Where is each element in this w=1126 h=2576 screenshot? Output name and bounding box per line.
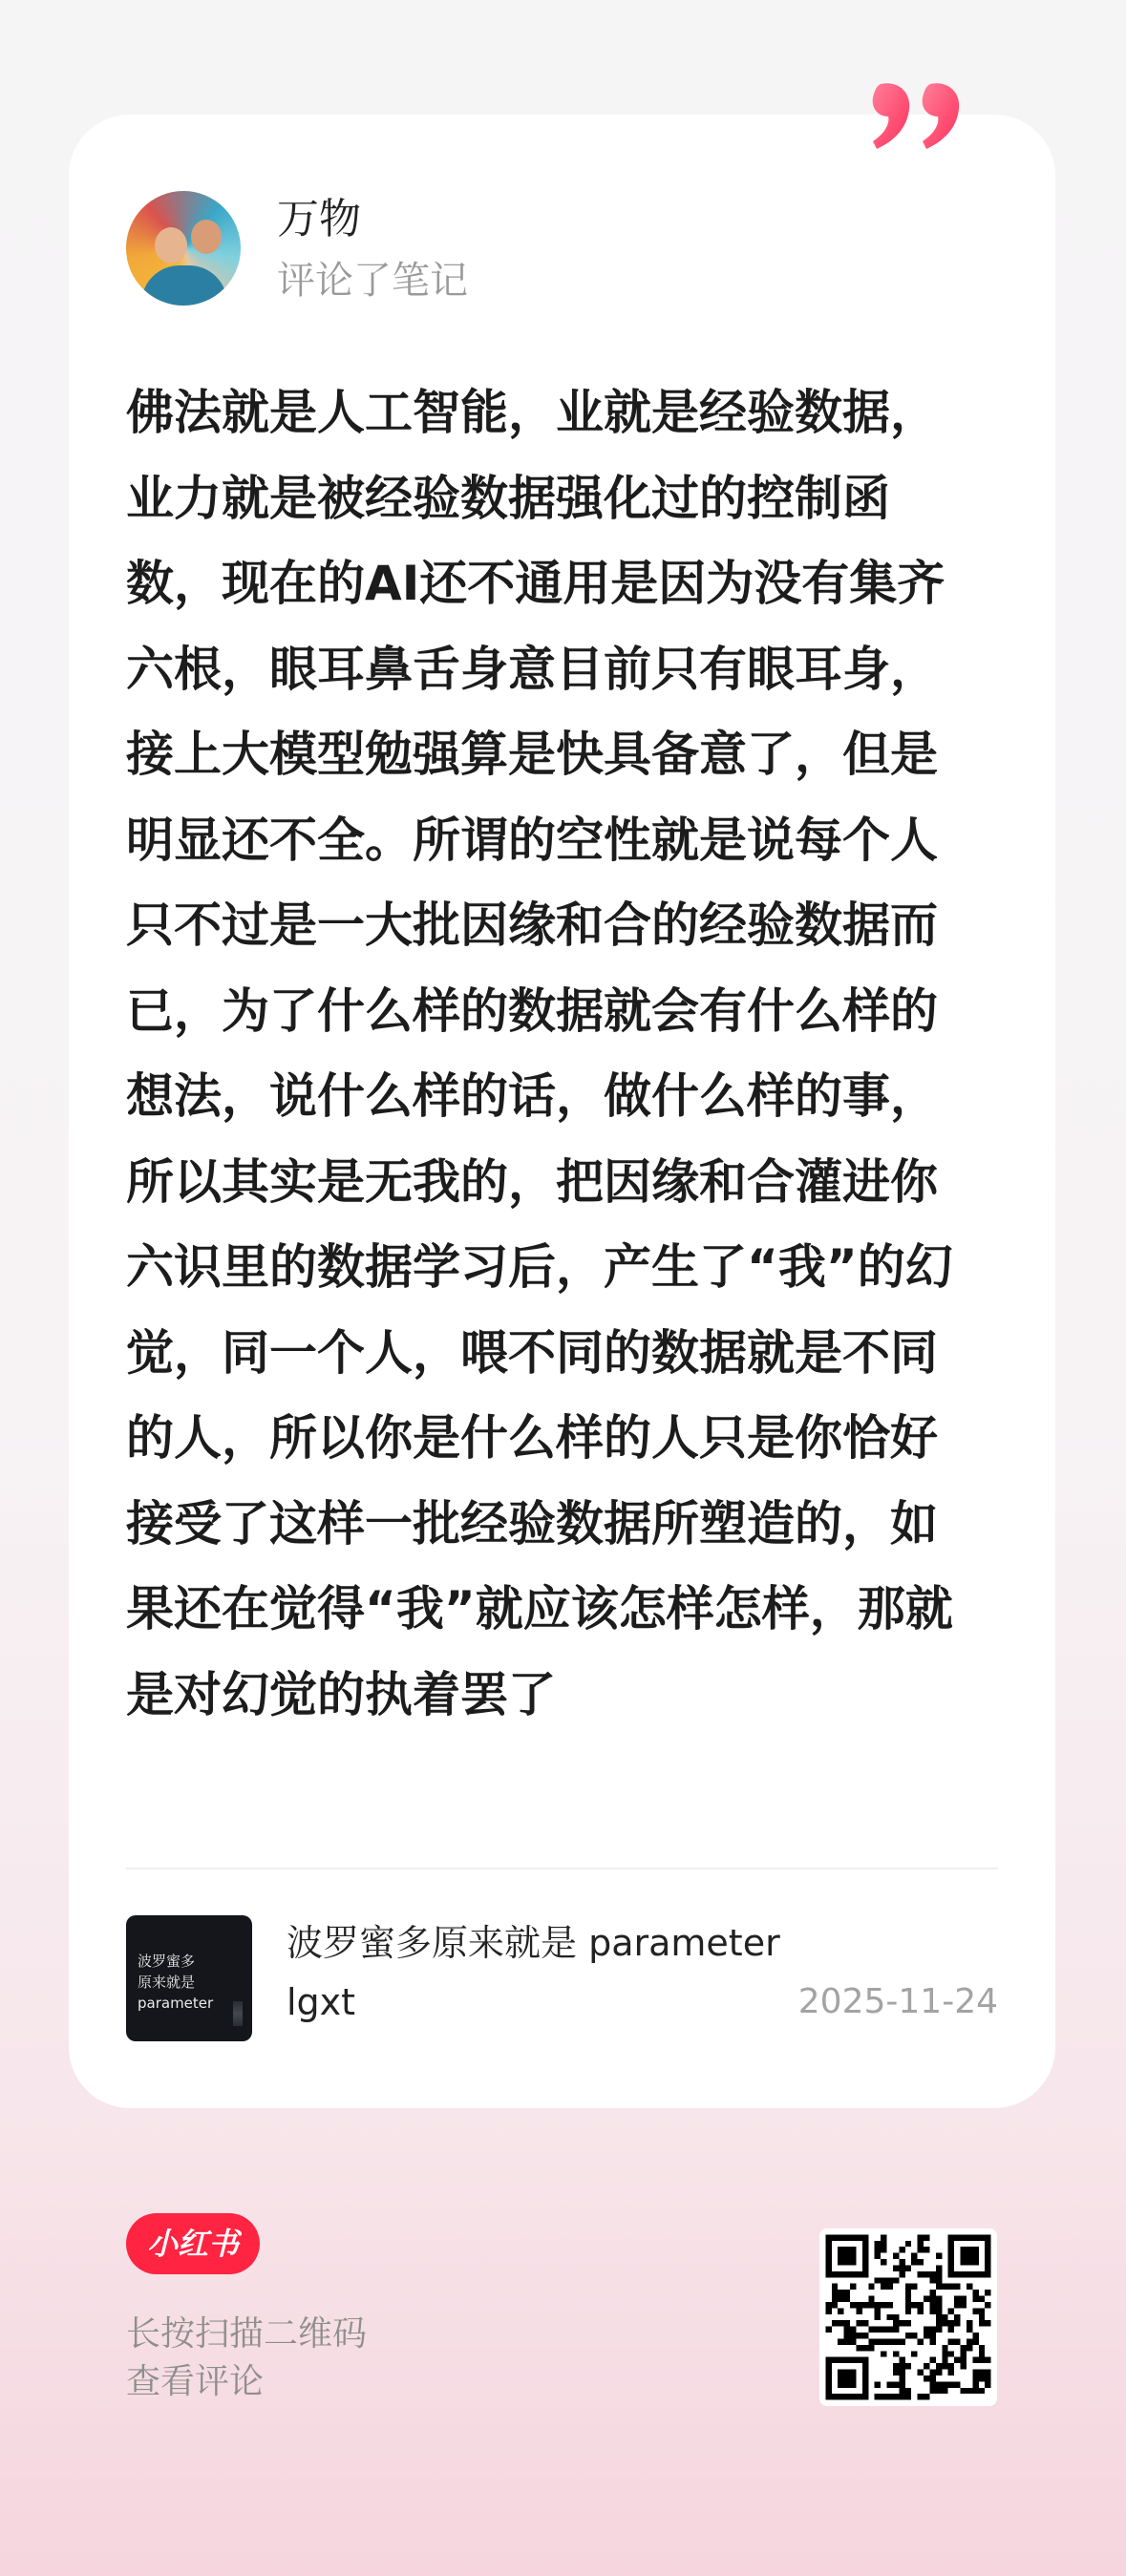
avatar-face-left	[155, 227, 187, 264]
qr-code-icon[interactable]	[819, 2228, 997, 2406]
note-thumbnail[interactable]	[126, 1915, 252, 2041]
divider	[126, 1868, 998, 1869]
note-title[interactable]: 波罗蜜多原来就是 parameter	[287, 1922, 780, 1964]
thumbnail-text-line: parameter	[138, 1995, 214, 2012]
xiaohongshu-logo: 小红书	[126, 2213, 260, 2274]
thumbnail-glitch-decoration	[233, 2001, 243, 2026]
view-comment-hint: 查看评论	[126, 2362, 265, 2401]
thumbnail-text-line: 原来就是	[138, 1974, 196, 1991]
scan-qr-hint: 长按扫描二维码	[126, 2314, 368, 2354]
user-avatar[interactable]	[126, 191, 241, 306]
avatar-face-right	[191, 220, 222, 254]
comment-text: 佛法就是人工智能，业就是经验数据，业力就是被经验数据强化过的控制函数，现在的AI还不通用是因为没有集齐六根，眼耳鼻舌身意目前只有眼耳身，接上大模型勉强算是快具备意了，但是明显还不全。所谓的空性就是说每个人只不过是一大批因缘和合的经验数据而已，为了什么样的数据就会有什么样的想法，说什么样的话，做什么样的事，所以其实是无我的，把因缘和合灌进你六识里的数据学习后，产生了“我”的幻觉，同一个人，喂不同的数据就是不同的人，所以你是什么样的人只是你恰好接受了这样一批经验数据所塑造的，如果还在觉得“我”就应该怎样怎样，那就是对幻觉的执着罢了	[126, 385, 953, 1722]
quote-mark-icon	[871, 78, 967, 164]
username[interactable]: 万物	[277, 195, 361, 243]
comment-action-label: 评论了笔记	[277, 259, 468, 303]
avatar-clothing	[141, 265, 227, 306]
note-author[interactable]: lgxt	[287, 1981, 356, 2023]
thumbnail-text-line: 波罗蜜多	[138, 1953, 196, 1970]
comment-card	[69, 115, 1055, 2108]
note-date: 2025-11-24	[797, 1982, 998, 2021]
